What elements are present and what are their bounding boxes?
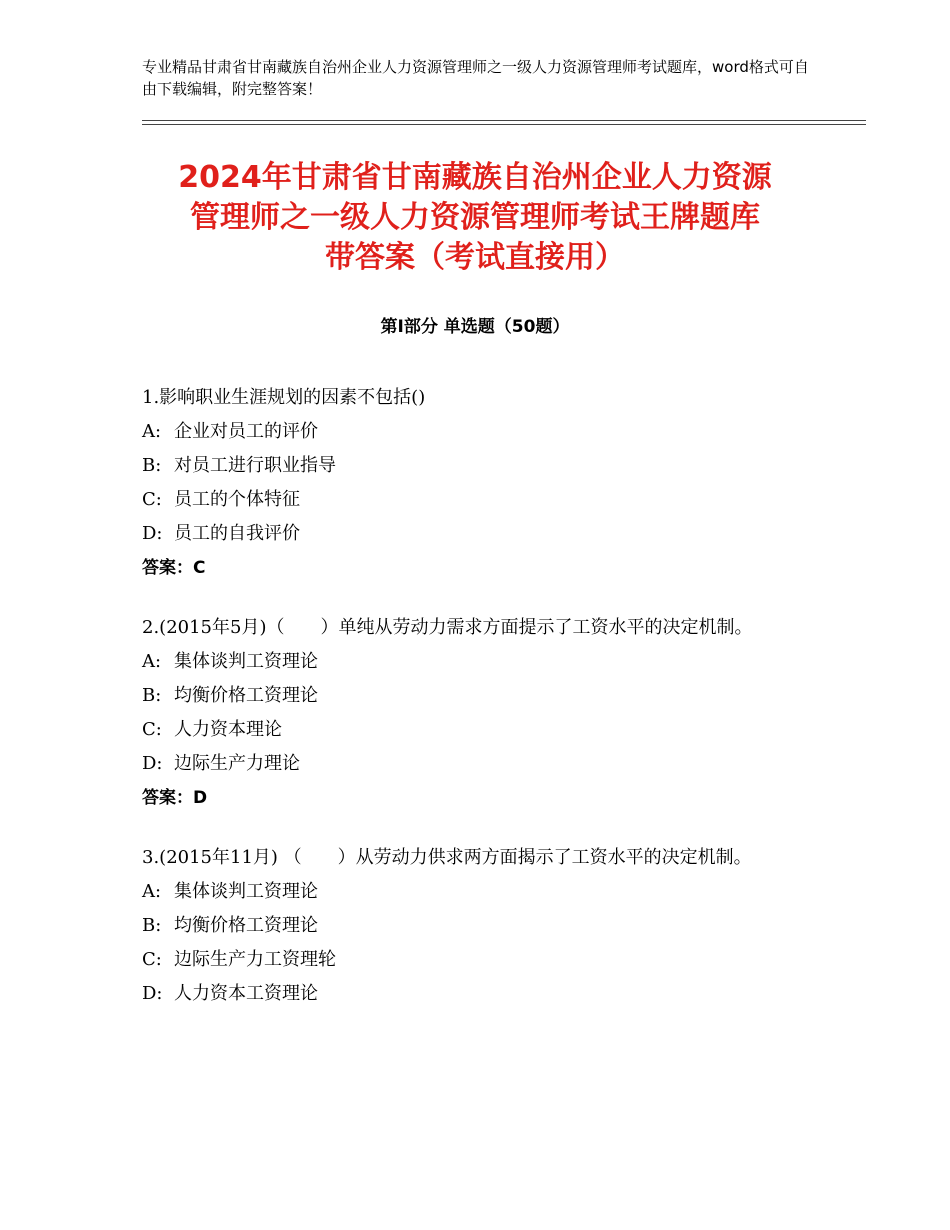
question-stem: 3.(2015年11月) （ ）从劳动力供求两方面揭示了工资水平的决定机制。 [142,847,752,868]
option-text: 人力资本工资理论 [174,983,318,1004]
option-text: 集体谈判工资理论 [174,881,318,902]
option-key: D: [142,753,163,774]
option-text: 员工的个体特征 [174,489,300,510]
option-key: B: [142,455,162,476]
option-d [142,517,822,551]
answer-line: 答案：D [142,788,208,808]
option-key: B: [142,685,162,706]
option-text: 边际生产力理论 [174,753,300,774]
question-stem: 2.(2015年5月)（ ）单纯从劳动力需求方面提示了工资水平的决定机制。 [142,617,753,638]
option-key: A: [142,651,162,672]
option-d [142,747,822,781]
option-c [142,943,822,977]
option-text: 人力资本理论 [174,719,282,740]
option-c [142,713,822,747]
option-text: 集体谈判工资理论 [174,651,318,672]
option-b [142,679,822,713]
option-text: 企业对员工的评价 [174,421,318,442]
document-title [120,158,830,278]
option-key: D: [142,983,163,1004]
option-key: C: [142,719,162,740]
option-a [142,645,822,679]
option-text: 对员工进行职业指导 [174,455,336,476]
option-a [142,875,822,909]
option-b [142,449,822,483]
option-key: C: [142,489,162,510]
option-a [142,415,822,449]
option-key: A: [142,881,162,902]
option-d [142,977,822,1011]
option-c [142,483,822,517]
question-1 [142,381,822,585]
option-key: D: [142,523,163,544]
option-text: 均衡价格工资理论 [174,915,318,936]
section-heading: 第Ⅰ部分 单选题（50题） [380,317,570,337]
option-key: B: [142,915,162,936]
option-text: 员工的自我评价 [174,523,300,544]
option-text: 均衡价格工资理论 [174,685,318,706]
title-line-2: 管理师之一级人力资源管理师考试王牌题库 [190,200,760,235]
header-divider [142,120,866,125]
option-key: A: [142,421,162,442]
header-note: 专业精品甘肃省甘南藏族自治州企业人力资源管理师之一级人力资源管理师考试题库，word格式可自由下载编辑，附完整答案！ [142,58,809,98]
title-line-1: 2024年甘肃省甘南藏族自治州企业人力资源 [178,160,772,195]
question-stem: 1.影响职业生涯规划的因素不包括() [142,387,426,408]
question-2 [142,611,822,815]
option-b [142,909,822,943]
answer-line: 答案：C [142,558,206,578]
option-text: 边际生产力工资理轮 [174,949,336,970]
option-key: C: [142,949,162,970]
question-3 [142,841,822,1011]
question-list [142,381,822,1037]
title-line-3: 带答案（考试直接用） [325,240,625,275]
